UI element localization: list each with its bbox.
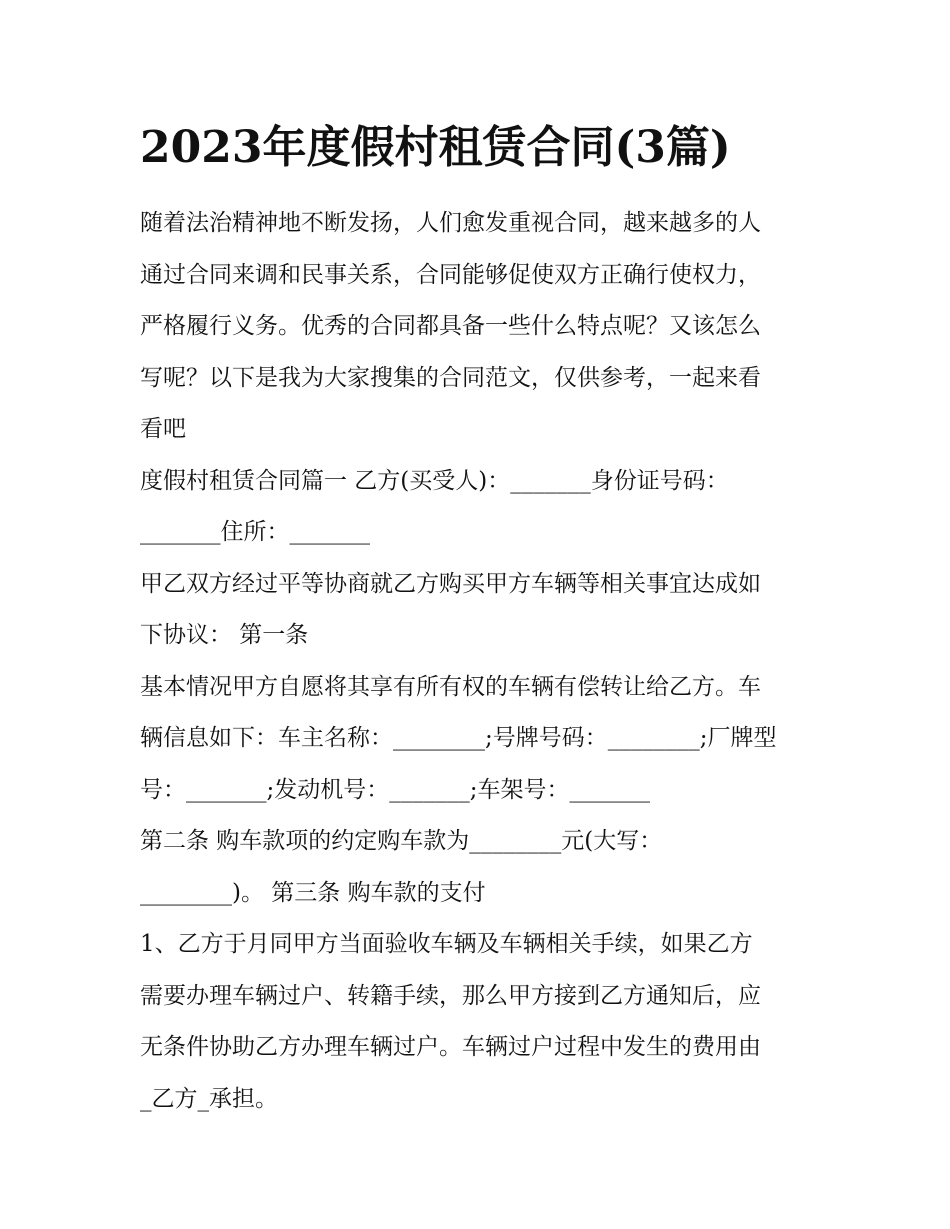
text-line: 通过合同来调和民事关系，合同能够促使双方正确行使权力， <box>140 261 761 288</box>
text-line: 甲乙双方经过平等协商就乙方购买甲方车辆等相关事宜达成如 <box>140 570 761 597</box>
document-body <box>140 198 820 1125</box>
text-line: 度假村租赁合同篇一 乙方(买受人)：_______身份证号码： <box>140 467 729 494</box>
document-title: 2023年度假村租赁合同(3篇) <box>140 122 731 173</box>
text-line: ________)。 第三条 购车款的支付 <box>140 879 486 906</box>
text-line: 号：_______;发动机号：_______;车架号：_______ <box>140 776 650 803</box>
text-line: 随着法治精神地不断发扬，人们愈发重视合同，越来越多的人 <box>140 210 761 236</box>
text-line: 下协议： 第一条 <box>140 622 309 648</box>
text-line: 基本情况甲方自愿将其享有所有权的车辆有偿转让给乙方。车 <box>140 673 761 700</box>
text-line: 无条件协助乙方办理车辆过户。车辆过户过程中发生的费用由 <box>140 1034 761 1060</box>
text-line: 看吧 <box>140 416 186 442</box>
text-line: _______住所：_______ <box>140 519 370 545</box>
text-line: 需要办理车辆过户、转籍手续，那么甲方接到乙方通知后，应 <box>140 982 761 1009</box>
text-line: 写呢？以下是我为大家搜集的合同范文，仅供参考，一起来看 <box>140 364 761 391</box>
text-line: 严格履行义务。优秀的合同都具备一些什么特点呢？又该怎么 <box>140 313 761 339</box>
text-line: 1、乙方于月同甲方当面验收车辆及车辆相关手续，如果乙方 <box>140 931 753 957</box>
text-line: 第二条 购车款项的约定购车款为________元(大写： <box>140 828 663 854</box>
text-line: _乙方_承担。 <box>140 1085 278 1112</box>
text-line: 辆信息如下：车主名称：________;号牌号码：________;厂牌型 <box>140 725 777 751</box>
